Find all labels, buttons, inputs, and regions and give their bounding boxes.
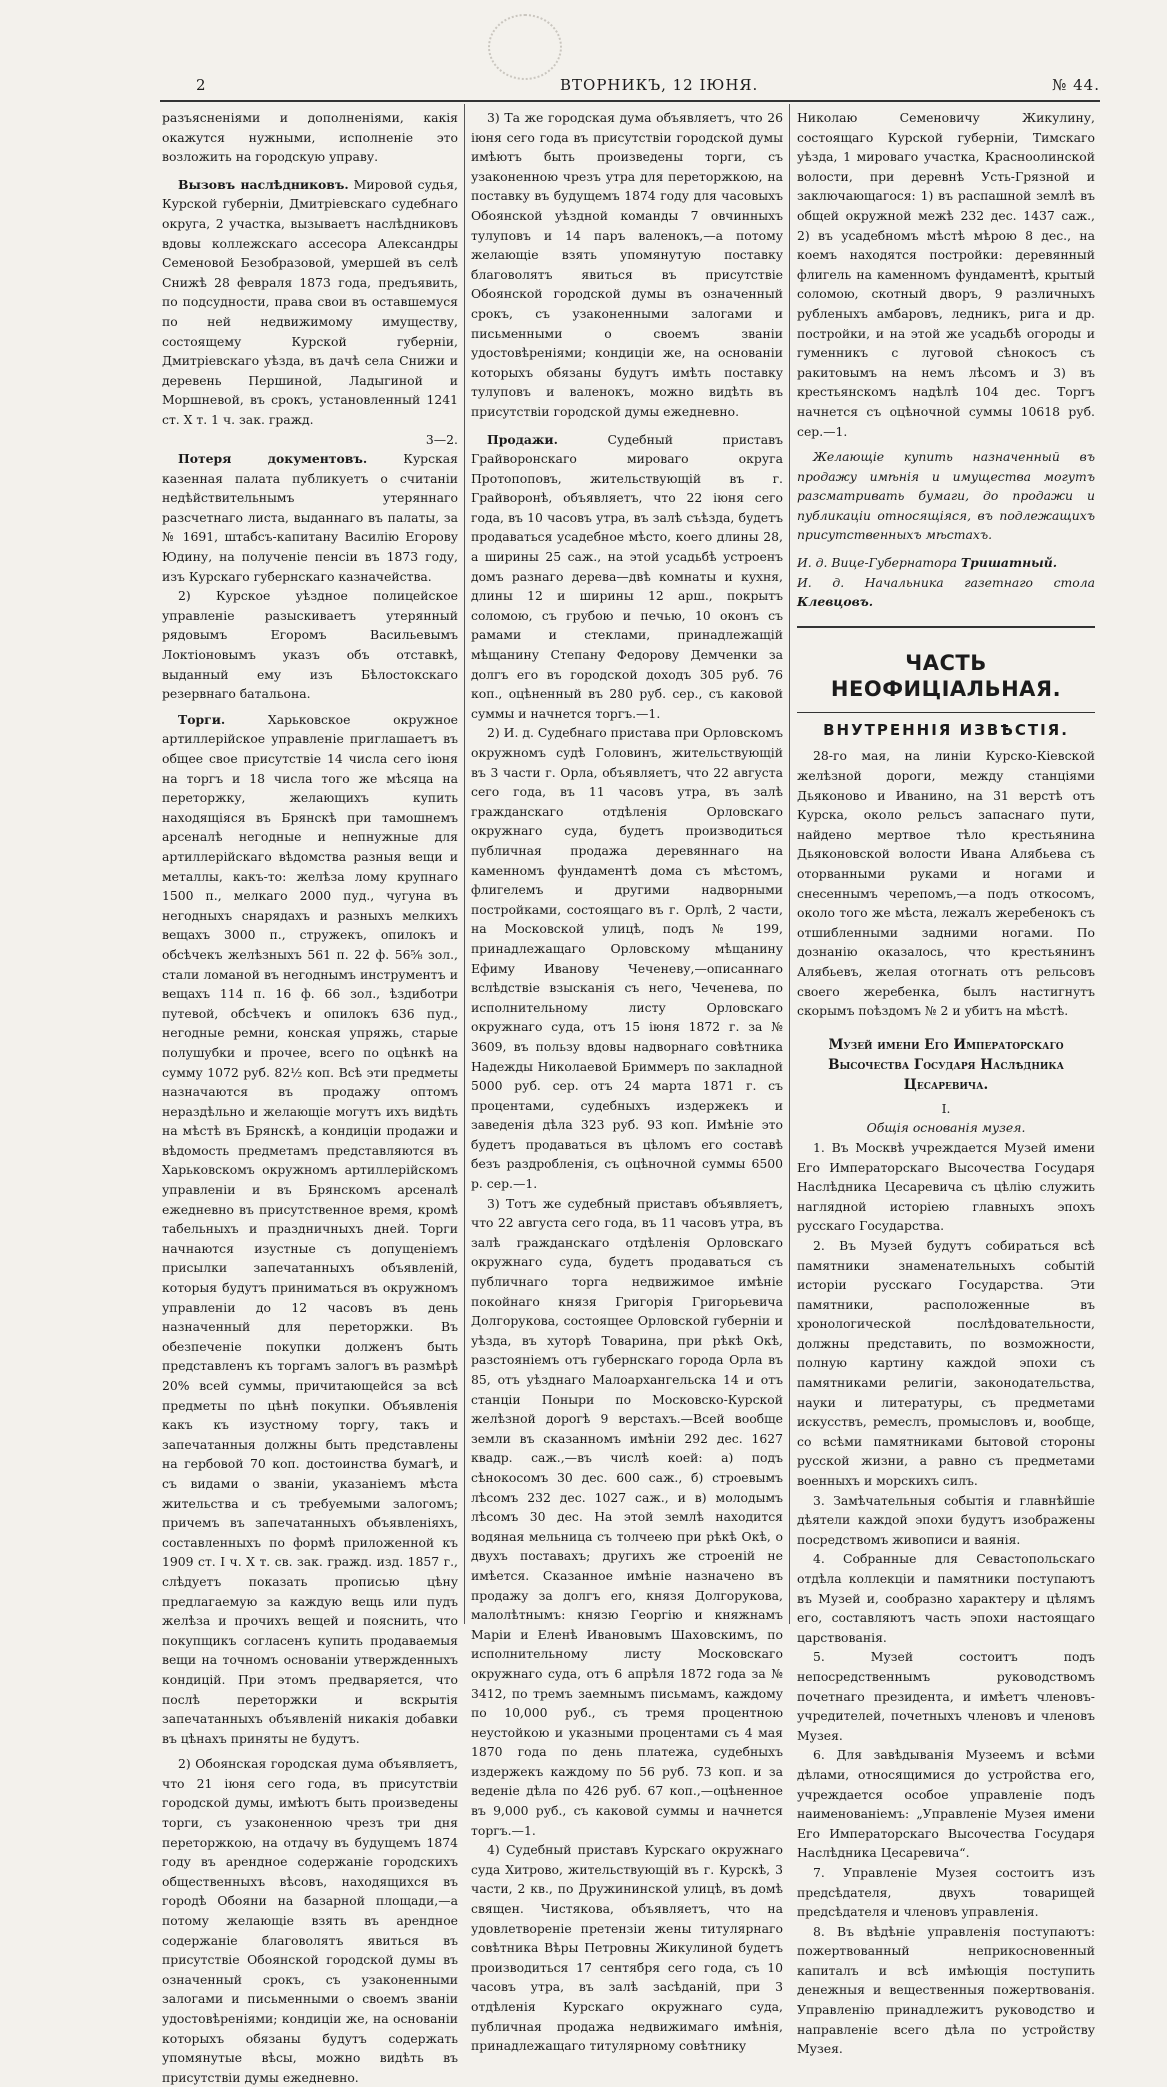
paragraph-heading: Потеря документовъ. xyxy=(178,451,368,467)
section-title: ЧАСТЬ НЕОФИЦІАЛЬНАЯ. xyxy=(830,650,1062,701)
paragraph: 5. Музей состоитъ подъ непосредственнымъ руководствомъ почетнаго президента, и имѣетъ членовъ-учредителей, почетныхъ членовъ и членовъ Музея. xyxy=(797,1649,1095,1743)
paragraph xyxy=(162,710,458,1748)
signature-name: Клевцовъ. xyxy=(797,594,874,610)
column-3 xyxy=(797,108,1095,2057)
signature-role: И. д. Начальника газетнаго стола xyxy=(797,574,1095,590)
paragraph: 4. Собранные для Севастопольскаго отдѣла коллекціи и памятники поступаютъ въ Музей и, сообразно характеру и цѣлямъ его, составляютъ часть эпохи настоящаго царствованія. xyxy=(797,1551,1095,1645)
paragraph-text: Мировой судья, Курской губерніи, Дмитріевскаго судебнаго округа, 2 участка, вызываетъ наслѣдниковъ вдовы коллежскаго ассесора Александры Семеновой Безобразовой, умершей въ селѣ Снижѣ 28 февраля 1873 года, предъявить, по подсудности, права свои въ оставшемуся по ней недвижимому имуществу, состоящему Курской губерніи, Дмитріевскаго уѣзда, въ дачѣ села Снижи и деревень Першиной, Ладыгиной и Моршневой, въ срокъ, установленный 1241 ст. Х т. 1 ч. зак. гражд. xyxy=(162,176,458,427)
column-1 xyxy=(162,108,458,2085)
paragraph: 2) И. д. Судебнаго пристава при Орловскомъ окружномъ судѣ Головинъ, жительствующій въ 3 части г. Орла, объявляетъ, что 22 августа сего года, въ 11 часовъ утра, въ залѣ гражданскаго отдѣленія Орловскаго окружнаго суда, будетъ производиться публичная продажа деревяннаго на каменномъ фундаментѣ дома съ мѣстомъ, флигелемъ и другими надворными постройками, состоящаго въ г. Орлѣ, 2 части, на Московской улицѣ, подъ № 199, принадлежащаго Орловскому мѣщанину Ефиму Иванову Чеченеву,—описаннаго вслѣдствіе взысканія съ него, Чеченева, по исполнительному листу Орловскаго окружнаго суда, отъ 15 іюня 1872 г. за № 3609, въ пользу вдовы надворнаго совѣтника Надежды Николаевой Бриммеръ по закладной 5000 руб. сер. отъ 24 марта 1871 г. съ процентами, судебныхъ издержекъ и заведенія дѣла 323 руб. 93 коп. Имѣніе это будетъ продаваться въ цѣломъ его составѣ безъ раздробленія, съ оцѣночной суммы 6500 р. сер.—1. xyxy=(471,725,783,1192)
issue-date: ВТОРНИКЪ, 12 ІЮНЯ. xyxy=(560,76,759,94)
paragraph: 6. Для завѣдыванія Музеемъ и всѣми дѣлами, относящимися до устройства его, учреждается особое управленіе подъ наименованіемъ: „Управленіе Музея имени Его Императорскаго Высочества Государя Наслѣдника Цесаревича“. xyxy=(797,1747,1095,1861)
paragraph: 8. Въ вѣдѣніе управленія поступаютъ: пожертвованный неприкосновенный капиталъ и всѣ имѣющія поступить денежныя и вещественныя пожертвованія. Управленію принадлежитъ руководство и направленіе всего дѣла по устройству Музея. xyxy=(797,1923,1095,2057)
paragraph: 3. Замѣчательныя событія и главнѣйшіе дѣятели каждой эпохи будутъ изображены посредствомъ живописи и ваянія. xyxy=(797,1492,1095,1547)
column-2 xyxy=(471,108,783,2054)
section-rule xyxy=(797,626,1095,628)
library-stamp xyxy=(488,14,562,80)
paragraph: 3) Та же городская дума объявляетъ, что 26 іюня сего года въ присутствіи городской думы имѣютъ быть произведены торги, съ узаконенною чрезъ утра для переторжкою, на поставку въ будущемъ 1874 году для часовыхъ Обоянской уѣздной команды 7 овчинныхъ тулуповъ и 14 паръ валенокъ,—а потому желающіе взять упомянутую поставку благоволятъ явиться въ присутствіе Обоянской городской думы въ означенный срокъ, съ узаконенными залогами и письменными о своемъ званіи удостовѣреніями; кондиціи же, на основаніи которыхъ обязаны будутъ имѣть поставку тулуповъ и валенокъ, можно видѣть въ присутствіи городской думы ежедневно. xyxy=(471,110,783,419)
signature-role: И. д. Вице-Губернатора xyxy=(797,555,957,571)
paragraph: 2. Въ Музей будутъ собираться всѣ памятники знаменательныхъ событій исторіи русскаго Государства. Эти памятники, расположенные въ хронологической послѣдовательности, должны представить, по возможности, полную картину каждой эпохи съ памятниками религіи, законодательства, науки и литературы, съ предметами искусствъ, ремеслъ, промысловъ и, вообще, со всѣми памятниками бытовой стороны русской жизни, а равно съ предметами военныхъ и морскихъ силъ. xyxy=(797,1237,1095,1489)
page-number: 2 xyxy=(196,76,207,94)
paragraph xyxy=(162,449,458,586)
paragraph: Желающіе купить назначенный въ продажу имѣнія и имущества могутъ разсматривать бумаги, до продажи и публикаціи относящіяся, въ подлежащихъ присутственныхъ мѣстахъ. xyxy=(797,449,1095,543)
museum-title: Музей имени Его Императорскаго Высочества Государя Наслѣдника Цесаревича. xyxy=(828,1036,1064,1093)
issue-number: № 44. xyxy=(1052,76,1100,94)
paragraph: 2) Обоянская городская дума объявляетъ, что 21 іюня сего года, въ присутствіи городской думы, имѣютъ быть произведены торги, съ узаконенною чрезъ три дня переторжкою, на отдачу въ будущемъ 1874 году въ арендное содержаніе городскихъ общественныхъ вѣсовъ, находящихся въ городѣ Обояни на базарной площади,—а потому желающіе взять въ арендное содержаніе благоволятъ явиться въ присутствіе Обоянской городской думы въ означенный срокъ, съ узаконенными залогами и письменными о своемъ званіи удостовѣреніями; кондиціи же, на основаніи которыхъ обязаны будутъ содержать упомянутые вѣсы, можно видѣть въ присутствіи думы ежедневно. xyxy=(162,1756,458,2085)
paragraph xyxy=(162,175,458,430)
paragraph: 3) Тотъ же судебный приставъ объявляетъ, что 22 августа сего года, въ 11 часовъ утра, въ залѣ гражданскаго отдѣленія Орловскаго окружнаго суда, будетъ продаваться съ публичнаго торга недвижимое имѣніе покойнаго князя Григорія Григорьевича Долгорукова, состоящее Орловской губерніи и уѣзда, въ хуторѣ Товарина, при рѣкѣ Окѣ, разстояніемъ отъ губернскаго города Орла въ 85, отъ уѣзднаго Малоархангельска 14 и отъ станціи Поныри по Московско-Курской желѣзной дорогѣ 9 верстахъ.—Всей вообще земли въ сказанномъ имѣніи 292 дес. 1627 квадр. саж.,—въ числѣ коей: а) подъ сѣнокосомъ 30 дес. 600 саж., б) строевымъ лѣсомъ 232 дес. 1027 саж., и в) молодымъ лѣсомъ 30 дес. На этой землѣ находится водяная мельница съ толчеею при рѣкѣ Окѣ, о двухъ поставахъ; другихъ же строеній не имѣется. Сказанное имѣніе назначено въ продажу за долгъ его, князя Долгорукова, малолѣтнымъ: князю Георгію и княжнамъ Маріи и Еленѣ Ивановымъ Шаховскимъ, по исполнительному листу Московскаго окружнаго суда, отъ 6 апрѣля 1872 года за № 3412, по тремъ заемнымъ письмамъ, каждому по 10,000 руб., съ тремя процентною неустойкою и указными процентами съ 4 мая 1870 года по день платежа, судебныхъ издержекъ каждому по 56 руб. 73 коп. и за веденіе дѣла по 426 руб. 67 коп.,—оцѣненное въ 9,000 руб., съ каковой суммы и начнется торгъ.—1. xyxy=(471,1195,783,1838)
roman-numeral: I. xyxy=(941,1100,951,1116)
signature-line xyxy=(797,553,1095,573)
paragraph-heading: Торги. xyxy=(178,711,226,727)
paragraph-text: Курская казенная палата публикуетъ о считаніи недѣйствительнымъ утеряннаго разсчетнаго листа, выданнаго въ палаты, за № 1691, штабсъ-капитану Василію Егорову Юдину, на полученіе пенсіи въ 1873 году, изъ Курскаго губернскаго казначейства. xyxy=(162,451,458,584)
section-rule xyxy=(797,712,1095,713)
page-header xyxy=(160,72,1100,100)
column-divider xyxy=(789,104,790,1624)
paragraph-heading: Вызовъ наслѣдниковъ. xyxy=(178,176,349,192)
paragraph: Николаю Семеновичу Жикулину, состоящаго Курской губерніи, Тимскаго уѣзда, 1 мироваго участка, Красноолинской волости, при деревнѣ Усть-Грязной и заключающагося: 1) въ распашной землѣ въ общей окружной межѣ 232 дес. 1437 саж., 2) въ усадебномъ мѣстѣ мѣрою 8 дес., на коемъ находятся постройки: деревянный флигель на каменномъ фундаментѣ, крытый соломою, скотный дворъ, 9 различныхъ рубленыхъ амбаровъ, ледникъ, рига и др. постройки, и на этой же усадьбѣ огороды и гуменникъ с луговой сѣнокосъ съ ракитовымъ на немъ лѣсомъ и 3) въ крестьянскомъ надѣлѣ 104 дес. Торгъ начнется съ оцѣночной суммы 10618 руб. сер.—1. xyxy=(797,110,1095,439)
paragraph: 7. Управленіе Музея состоитъ изъ предсѣдателя, двухъ товарищей предсѣдателя и членовъ управленія. xyxy=(797,1864,1095,1920)
signature-line xyxy=(797,573,1095,612)
header-rule xyxy=(160,100,1100,102)
notice-number: 3—2. xyxy=(425,431,458,447)
paragraph xyxy=(471,430,783,724)
paragraph: 1. Въ Москвѣ учреждается Музей имени Его Императорскаго Высочества Государя Наслѣдника Цесаревича съ цѣлію служить наглядной исторіею главныхъ эпохъ русскаго Государства. xyxy=(797,1139,1095,1234)
paragraph: разъясненіями и дополненіями, какія окажутся нужными, исполненіе это возложить на городскую управу. xyxy=(162,110,458,165)
column-divider xyxy=(464,104,465,1624)
general-title: Общія основанія музея. xyxy=(866,1120,1026,1136)
paragraph-text: Харьковское окружное артиллерійское управленіе приглашаетъ въ общее свое присутствіе 14 числа сего іюня на торгъ и 18 числа того же мѣсяца на переторжку, желающихъ купить находящіяся въ Брянскѣ при тамошнемъ арсеналѣ негодные и непнужные для артиллерійскаго вѣдомства разныя вещи и металлы, какъ-то: желѣза лому крупнаго 1500 п., мелкаго 2000 пуд., чугуна въ негодныхъ снарядахъ и разныхъ мелкихъ вещахъ 3000 п., стружекъ, опилокъ и обсѣчекъ желѣзныхъ 561 п. 22 ф. 56⅝ зол., стали ломаной въ негоднымъ инструментъ и вещахъ 114 п. 16 ф. 66 зол., ѣздиботри путевой, обсѣчекъ и опилокъ 636 пуд., негодные ремни, конская упряжь, старые полушубки и прочее, всего по оцѣнкѣ на сумму 1072 руб. 82½ коп. Всѣ эти предметы назначаются въ продажу оптомъ нераздѣльно и желающіе могутъ ихъ видѣть на мѣстѣ въ Брянскѣ, а кондиціи продажи и вѣдомость предметамъ представляются въ Харьковскомъ окружномъ артиллерійскомъ управленіи и въ Брянскомъ арсеналѣ ежедневно въ присутственное время, кромѣ табельныхъ и праздничныхъ дней. Торги начнаются изустные съ допущеніемъ присылки запечатанныхъ объявленій, которыя будутъ приниматься въ окружномъ управленіи до 12 часовъ въ день назначенный для переторжки. Въ обезпеченіе покупки долженъ быть представленъ къ торгамъ залогъ въ размѣрѣ 20% всей суммы, причитающейся за всѣ предметы по цѣнѣ покупки. Объявленія какъ къ изустному торгу, такъ и запечатанныя должны быть представлены на гербовой 70 коп. достоинства бумагѣ, и съ видами о званіи, указаніемъ мѣста жительства и съ требуемыми залогомъ; причемъ въ запечатанныхъ объявленіяхъ, составленныхъ по формѣ приложенной къ 1909 ст. I ч. Х т. св. зак. гражд. изд. 1857 г., слѣдуетъ показать прописью цѣну предлагаемую за каждую вещь или пудъ желѣза и прочихъ вещей и пояснить, что покупщикъ согласенъ купить продаваемыя вещи на точномъ основаніи утвержденныхъ кондицій. При этомъ предваряется, что послѣ переторжки и вскрытія запечатанныхъ объявленій никакія добавки въ цѣнахъ приняты не будутъ. xyxy=(162,711,458,1746)
paragraph: 2) Курское уѣздное полицейское управленіе разыскиваетъ утерянный рядовымъ Егоромъ Васильевымъ Локтіоновымъ указъ объ отставкѣ, выданный ему изъ Бѣлостокскаго резервнаго батальона. xyxy=(162,588,458,702)
paragraph-text: Судебный приставъ Грайворонскаго мироваго округа Протопоповъ, жительствующій въ г. Грайворонѣ, объявляетъ, что 22 іюня сего года, въ 10 часовъ утра, въ залѣ съѣзда, будетъ продаваться усадебное мѣсто, коего длины 28, а ширины 25 саж., на этой усадьбѣ устроенъ домъ разнаго дерева—двѣ комнаты и кухня, длины 12 и ширины 12 арш., покрытъ соломою, съ грубою и печью, 10 оконъ съ рамами и стеклами, принадлежащій мѣщанину Степану Федорову Демченки за долгъ его въ городской доходъ 305 руб. 76 коп., оцѣненный въ 280 руб. сер., съ каковой суммы и начнется торгъ.—1. xyxy=(471,431,783,721)
paragraph: 4) Судебный приставъ Курскаго окружнаго суда Хитрово, жительствующій въ г. Курскѣ, 3 части, 2 кв., по Дружининской улицѣ, въ домѣ священ. Чистякова, объявляетъ, что на удовлетвореніе претензіи жены титулярнаго совѣтника Вѣры Петровны Жикулиной будетъ производиться 17 сентября сего года, съ 10 часовъ утра, въ залѣ засѣданій, при 3 отдѣленія Курскаго окружнаго суда, публичная продажа недвижимаго имѣнія, принадлежащаго титулярному совѣтнику xyxy=(471,1842,783,2054)
paragraph-heading: Продажи. xyxy=(487,431,558,447)
signature-name: Тришатный. xyxy=(960,555,1058,571)
paragraph: 28-го мая, на линіи Курско-Кіевской желѣзной дороги, между станціями Дьяконово и Иванино, на 31 верстѣ отъ Курска, около рельсъ запаснаго пути, найдено мертвое тѣло крестьянина Дьяконовской волости Ивана Алябьева съ оторванными руками и ногами и снесеннымъ черепомъ,—а подъ откосомъ, около того же мѣста, лежалъ жеребенокъ съ отшибленными задними ногами. По дознанію оказалось, что крестьянинъ Алябьевъ, желая отогнать отъ рельсовъ своего жеребенка, былъ настигнутъ скорымъ поѣздомъ № 2 и убитъ на мѣстѣ. xyxy=(797,748,1095,1019)
subsection-title: ВНУТРЕННІЯ ИЗВѢСТІЯ. xyxy=(823,720,1069,739)
